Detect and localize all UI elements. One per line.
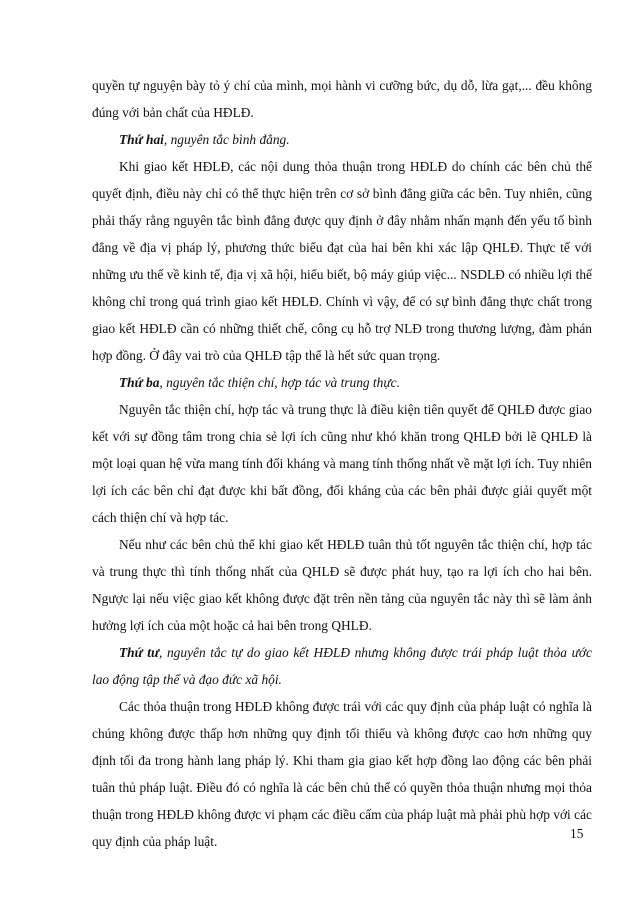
heading-third-principle xyxy=(92,369,592,396)
heading-rest: , nguyên tắc tự do giao kết HĐLĐ nhưng không được trái pháp luật thỏa ước lao động tập thể và đạo đức xã hội. xyxy=(92,645,592,687)
heading-fourth-principle xyxy=(92,639,592,693)
paragraph-good-faith: Nguyên tắc thiện chí, hợp tác và trung thực là điều kiện tiên quyết để QHLĐ được giao kết với sự đồng tâm trong chia sẻ lợi ích cũng như khó khăn trong QHLĐ bởi lẽ QHLĐ là một loại quan hệ vừa mang tính đối kháng và mang tính thống nhất về mặt lợi ích. Tuy nhiên lợi ích các bên chỉ đạt được khi bất đồng, đối kháng của các bên phải được giải quyết một cách thiện chí và hợp tác. xyxy=(92,402,592,525)
paragraph-good-faith-effects: Nếu như các bên chủ thể khi giao kết HĐLĐ tuân thủ tốt nguyên tắc thiện chí, hợp tác và trung thực thì tính thống nhất của QHLĐ sẽ được phát huy, tạo ra lợi ích cho hai bên. Ngược lại nếu việc giao kết không được đặt trên nền tảng của nguyên tắc này thì sẽ làm ảnh hưởng lợi ích của một hoặc cả hai bên trong QHLĐ. xyxy=(92,537,592,633)
heading-second-principle xyxy=(92,126,592,153)
heading-lead: Thứ ba xyxy=(119,375,160,390)
heading-rest: , nguyên tắc thiện chí, hợp tác và trung thực. xyxy=(159,375,400,390)
page-number: 15 xyxy=(570,826,584,841)
heading-lead: Thứ tư xyxy=(119,645,160,660)
heading-lead: Thứ hai xyxy=(119,132,164,147)
paragraph-legal-compliance: Các thỏa thuận trong HĐLĐ không được trái với các quy định của pháp luật có nghĩa là chúng không được thấp hơn những quy định tối thiểu và không được cao hơn những quy định tối đa trong hành lang pháp lý. Khi tham gia giao kết hợp đồng lao động các bên phải tuân thủ pháp luật. Điều đó có nghĩa là các bên chủ thể có quyền thỏa thuận nhưng mọi thỏa thuận trong HĐLĐ không được vi phạm các điều cấm của pháp luật mà phải phù hợp với các quy định của pháp luật. xyxy=(92,699,592,849)
paragraph-intro-continuation: quyền tự nguyện bày tỏ ý chí của mình, mọi hành vi cưỡng bức, dụ dỗ, lừa gạt,... đều không đúng với bản chất của HĐLĐ. xyxy=(92,78,592,120)
heading-rest: , nguyên tắc bình đẳng. xyxy=(163,132,290,147)
paragraph-equality: Khi giao kết HĐLĐ, các nội dung thỏa thuận trong HĐLĐ do chính các bên chủ thể quyết định, điều này chỉ có thể thực hiện trên cơ sở bình đẳng giữa các bên. Tuy nhiên, cũng phải thấy rằng nguyên tắc bình đẳng được quy định ở đây nhằm nhấn mạnh đến yếu tố bình đẳng về địa vị pháp lý, phương thức biểu đạt của hai bên khi xác lập QHLĐ. Thực tế với những ưu thế về kinh tế, địa vị xã hội, hiểu biết, bộ máy giúp việc... NSDLĐ có nhiều lợi thế không chỉ trong quá trình giao kết HĐLĐ. Chính vì vậy, để có sự bình đẳng thực chất trong giao kết HĐLĐ cần có những thiết chế, công cụ hỗ trợ NLĐ trong thương lượng, đàm phán hợp đồng. Ở đây vai trò của QHLĐ tập thể là hết sức quan trọng. xyxy=(92,159,592,363)
document-body xyxy=(92,72,592,855)
